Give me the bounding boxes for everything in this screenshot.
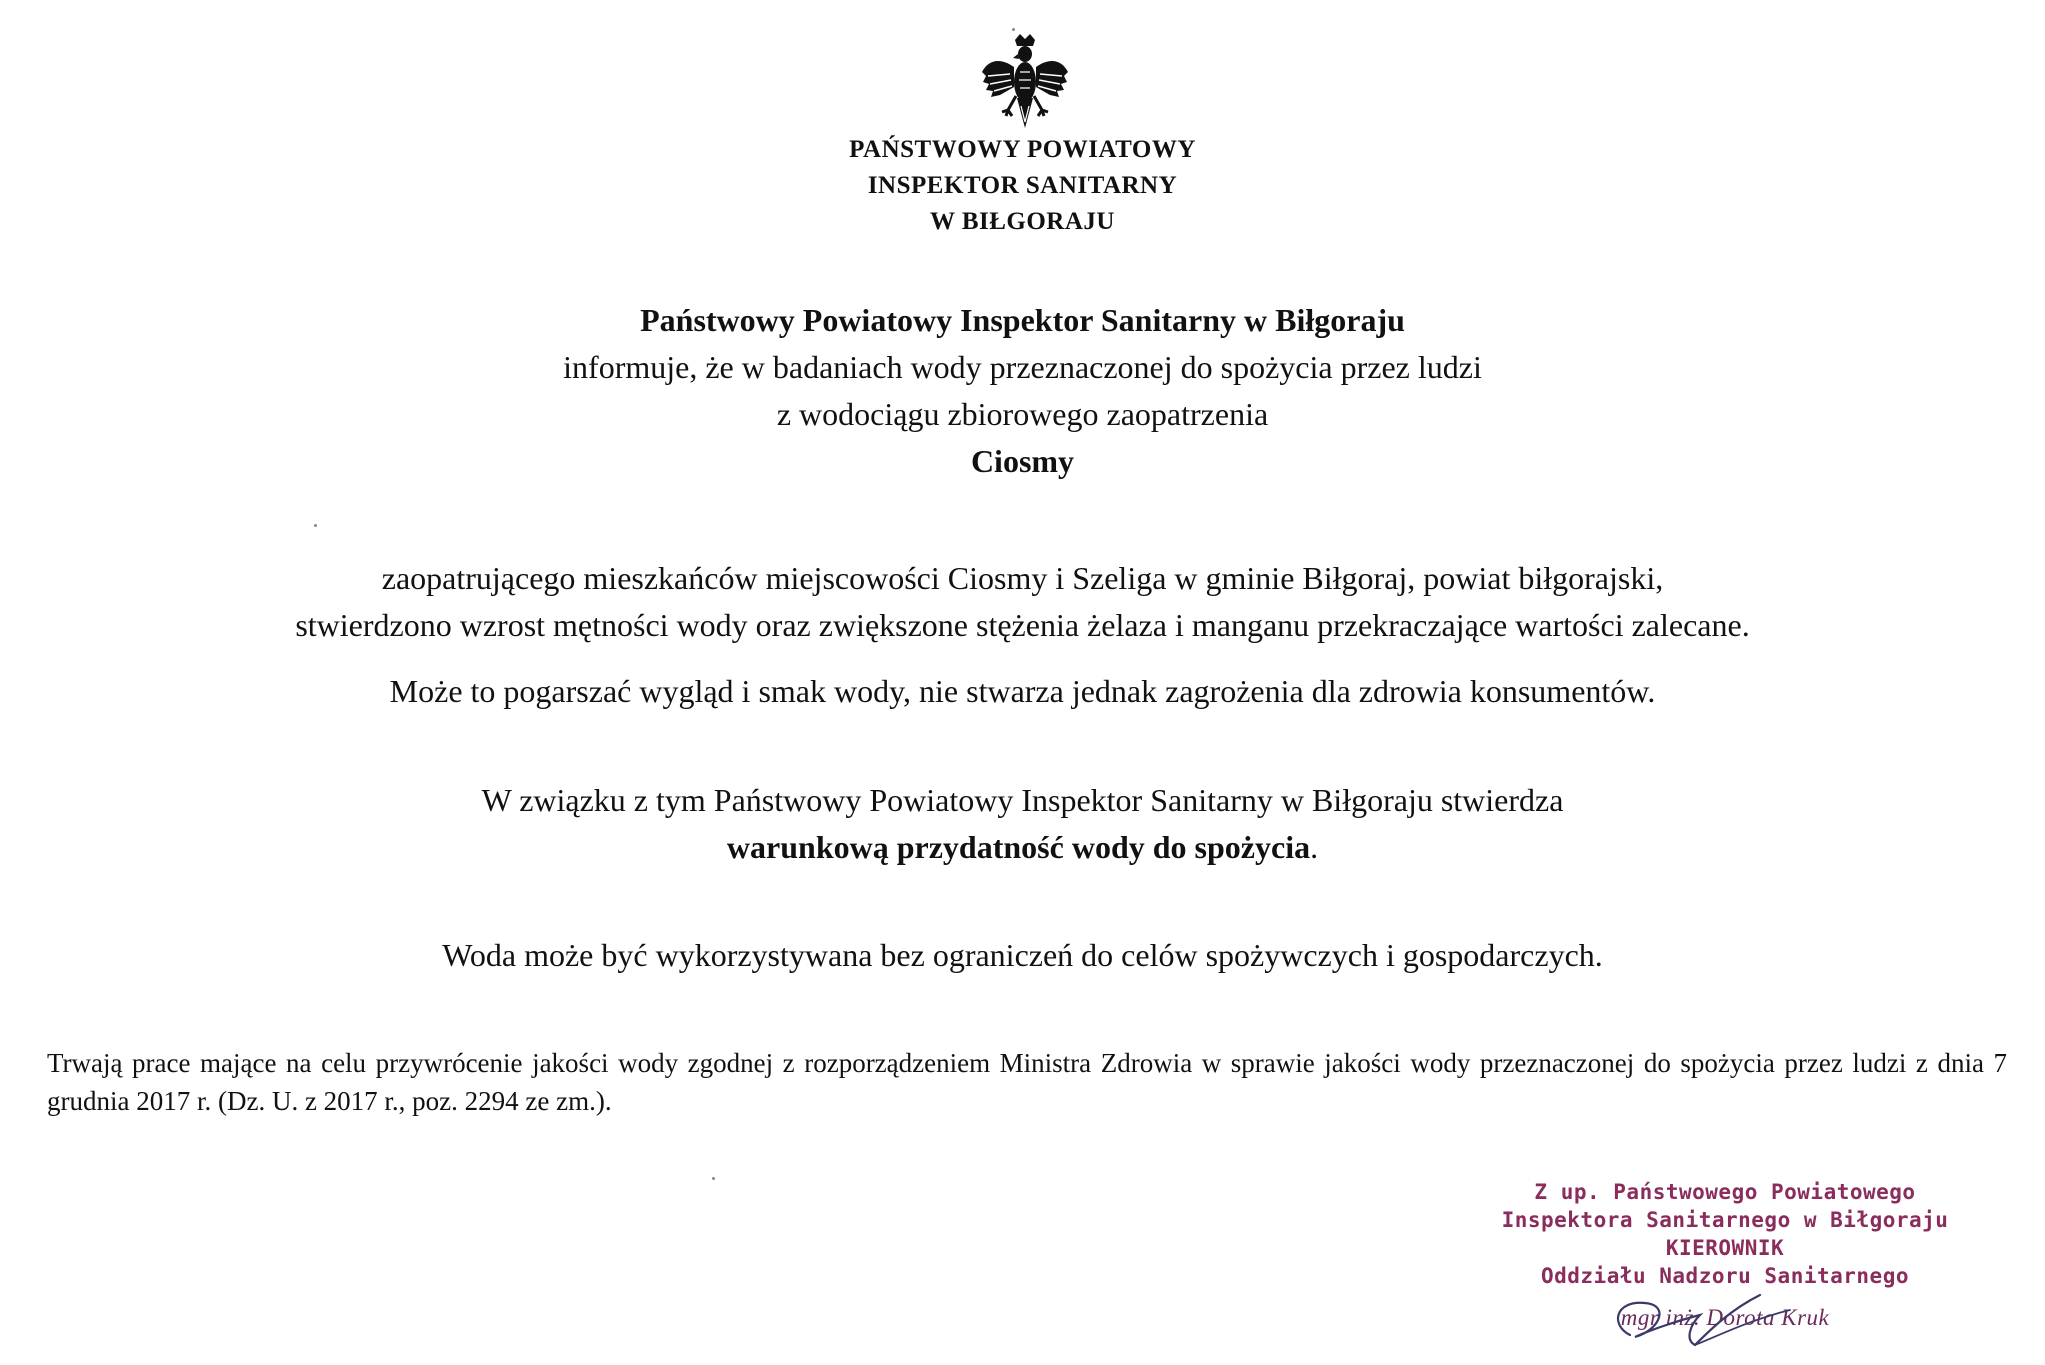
verdict-paragraph [0,777,2045,871]
findings-paragraph [0,555,2045,649]
findings-line-1: zaopatrującego mieszkańców miejscowości Ciosmy i Szeliga w gminie Biłgoraj, powiat biłgorajski, [381,560,1664,596]
scan-speck [314,524,317,527]
health-note-line: Może to pogarszać wygląd i smak wody, nie stwarza jednak zagrożenia dla zdrowia konsumentów. [389,673,1656,709]
footer-note: Trwają prace mające na celu przywrócenie jakości wody zgodnej z rozporządzeniem Ministra Zdrowia w sprawie jakości wody przeznaczonej do spożycia przez ludzi z dnia 7 grudnia 2017 r. (Dz. U. z 2017 r., poz. 2294 ze zm.). [47,1048,2007,1116]
usage-paragraph [0,932,2045,979]
institution-header [0,132,2045,240]
verdict-line [0,824,2045,871]
stamp-line-4: Oddziału Nadzoru Sanitarnego [1540,1264,1909,1288]
verdict-text: warunkową przydatność wody do spożycia [726,829,1311,865]
findings-line-2: stwierdzono wzrost mętności wody oraz zwiększone stężenia żelaza i manganu przekraczające wartości zalecane. [295,607,1750,643]
intro-line-2: informuje, że w badaniach wody przeznaczonej do spożycia przez ludzi [563,349,1482,385]
polish-eagle-emblem [980,32,1070,132]
intro-block [0,297,2045,485]
handwritten-signature [1590,1275,1850,1365]
header-line-2: INSPEKTOR SANITARNY [867,172,1178,199]
header-line-1: PAŃSTWOWY POWIATOWY [849,136,1196,163]
scan-speck [1012,28,1015,31]
verdict-period: . [1310,829,1319,865]
intro-line-3: z wodociągu zbiorowego zaopatrzenia [776,396,1269,432]
scan-speck [712,1177,715,1180]
signatory-name: mgr inż. Dorota Kruk [1620,1305,1830,1330]
usage-line: Woda może być wykorzystywana bez ograniczeń do celów spożywczych i gospodarczych. [442,937,1603,973]
header-line-3: W BIŁGORAJU [930,208,1115,235]
stamp-line-1: Z up. Państwowego Powiatowego [1534,1180,1916,1204]
verdict-intro-line: W związku z tym Państwowy Powiatowy Inspektor Sanitarny w Biłgoraju stwierdza [481,782,1564,818]
authority-title: Państwowy Powiatowy Inspektor Sanitarny w Biłgoraju [640,302,1405,338]
stamp-line-3: KIEROWNIK [1665,1236,1785,1260]
health-note-paragraph [0,668,2045,715]
stamp-line-2: Inspektora Sanitarnego w Biłgoraju [1501,1208,1949,1232]
location-name: Ciosmy [970,443,1075,479]
